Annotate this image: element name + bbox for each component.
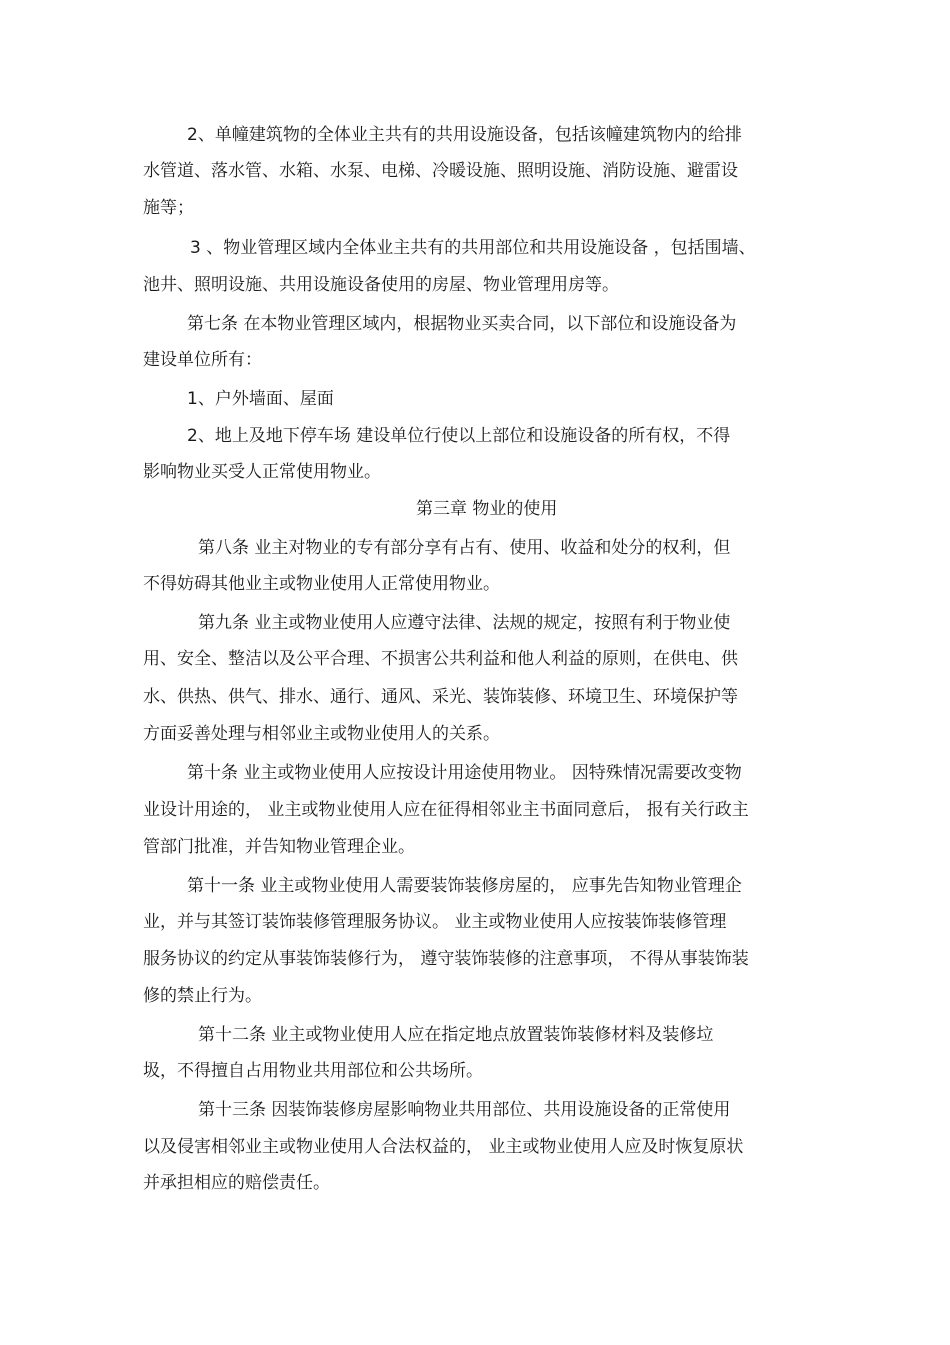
clause-line: 1、户外墙面、屋面 — [187, 389, 334, 409]
clause-line: 施等； — [143, 198, 194, 218]
clause-line: 水、供热、供气、排水、通行、通风、采光、装饰装修、环境卫生、环境保护等 — [143, 687, 738, 707]
article-13-line: 第十三条 因装饰装修房屋影响物业共用部位、共用设施设备的正常使用 — [198, 1100, 731, 1120]
article-12-line: 第十二条 业主或物业使用人应在指定地点放置装饰装修材料及装修垃 — [198, 1025, 714, 1045]
article-9-line: 第九条 业主或物业使用人应遵守法律、法规的规定，按照有利于物业使 — [198, 613, 731, 633]
clause-line: 影响物业买受人正常使用物业。 — [143, 462, 381, 482]
clause-line: 水管道、落水管、水箱、水泵、电梯、冷暖设施、照明设施、消防设施、避雷设 — [143, 161, 738, 181]
clause-line: 建设单位所有： — [143, 350, 262, 370]
article-8-line: 第八条 业主对物业的专有部分享有占有、使用、收益和处分的权利，但 — [198, 538, 731, 558]
clause-line: 池井、照明设施、共用设施设备使用的房屋、物业管理用房等。 — [143, 275, 619, 295]
clause-line: 方面妥善处理与相邻业主或物业使用人的关系。 — [143, 724, 500, 744]
clause-line: 用、安全、整洁以及公平合理、不损害公共利益和他人利益的原则，在供电、供 — [143, 649, 738, 669]
clause-line: 3 、物业管理区域内全体业主共有的共用部位和共用设施设备 ，包括围墙、 — [190, 238, 756, 258]
article-11-line: 第十一条 业主或物业使用人需要装饰装修房屋的， 应事先告知物业管理企 — [187, 876, 742, 896]
clause-line: 业设计用途的， 业主或物业使用人应在征得相邻业主书面同意后， 报有关行政主 — [143, 800, 749, 820]
clause-line: 业，并与其签订装饰装修管理服务协议。 业主或物业使用人应按装饰装修管理 — [143, 912, 727, 932]
clause-line: 并承担相应的赔偿责任。 — [143, 1173, 330, 1193]
chapter-heading: 第三章 物业的使用 — [416, 499, 558, 519]
article-10-line: 第十条 业主或物业使用人应按设计用途使用物业。 因特殊情况需要改变物 — [187, 763, 742, 783]
clause-line: 圾，不得擅自占用物业共用部位和公共场所。 — [143, 1061, 483, 1081]
clause-line: 服务协议的约定从事装饰装修行为， 遵守装饰装修的注意事项， 不得从事装饰装 — [143, 949, 749, 969]
clause-line: 以及侵害相邻业主或物业使用人合法权益的， 业主或物业使用人应及时恢复原状 — [143, 1137, 744, 1157]
clause-line: 2、单幢建筑物的全体业主共有的共用设施设备，包括该幢建筑物内的给排 — [187, 125, 742, 145]
clause-line: 2、地上及地下停车场 建设单位行使以上部位和设施设备的所有权，不得 — [187, 426, 731, 446]
clause-line: 修的禁止行为。 — [143, 986, 262, 1006]
article-7-line: 第七条 在本物业管理区域内，根据物业买卖合同，以下部位和设施设备为 — [187, 314, 737, 334]
clause-line: 管部门批准，并告知物业管理企业。 — [143, 837, 415, 857]
clause-line: 不得妨碍其他业主或物业使用人正常使用物业。 — [143, 574, 500, 594]
